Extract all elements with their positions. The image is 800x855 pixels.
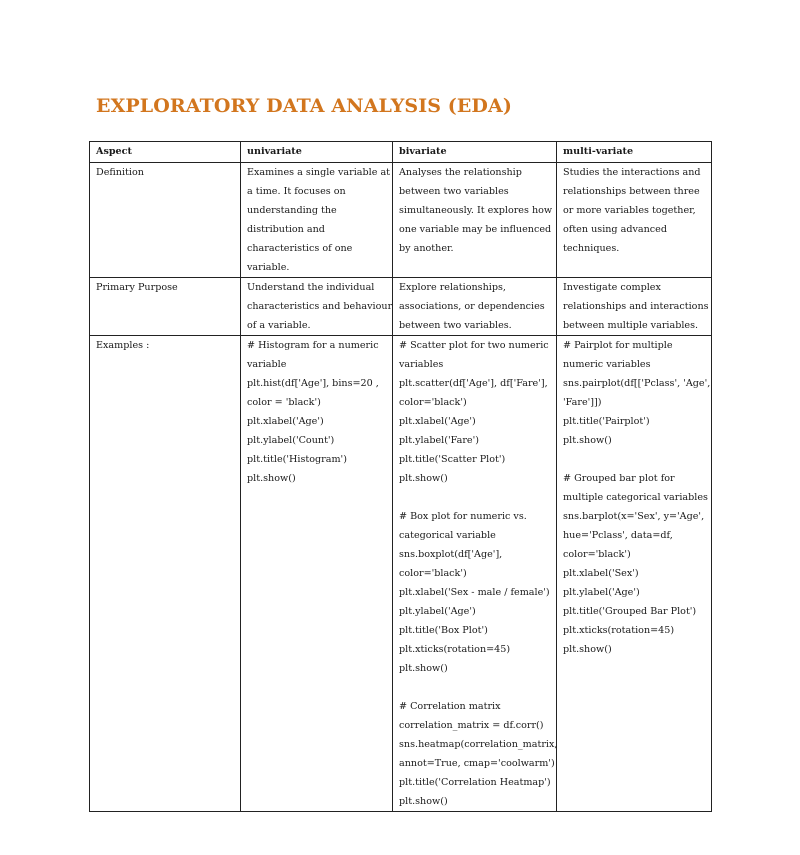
table-row — [90, 163, 712, 278]
cell-line: often using advanced — [563, 224, 667, 235]
cell-line: color='black') — [399, 397, 467, 408]
cell-line: plt.scatter(df['Age'], df['Fare'], — [399, 378, 548, 389]
cell-line: plt.ylabel('Fare') — [399, 435, 479, 446]
cell-line: one variable may be influenced — [399, 224, 552, 235]
cell-line: between two variables — [399, 186, 509, 197]
cell-line: distribution and — [247, 224, 325, 235]
cell-line: of a variable. — [247, 320, 311, 331]
cell-line: plt.xticks(rotation=45) — [399, 644, 511, 655]
cell-line: techniques. — [563, 243, 620, 254]
cell-line: Examines a single variable at — [247, 167, 391, 178]
cell-univariate — [241, 163, 393, 278]
cell-line: plt.ylabel('Age') — [563, 587, 640, 598]
cell-multivariate — [557, 278, 712, 336]
cell-line: # Scatter plot for two numeric — [399, 340, 549, 351]
cell-line: plt.hist(df['Age'], bins=20 , — [247, 378, 379, 389]
cell-line: understanding the — [247, 205, 337, 216]
cell-line: plt.xlabel('Age') — [247, 416, 324, 427]
cell-univariate — [241, 278, 393, 336]
cell-line: plt.show() — [563, 435, 612, 446]
cell-line: plt.title('Pairplot') — [563, 416, 650, 427]
page-title: EXPLORATORY DATA ANALYSIS (EDA) — [96, 95, 512, 117]
cell-line: categorical variable — [399, 530, 496, 541]
cell-bivariate — [393, 163, 557, 278]
cell-line: variable — [247, 359, 287, 370]
cell-line: color='black') — [563, 549, 631, 560]
cell-line: between multiple variables. — [563, 320, 699, 331]
cell-line: # Box plot for numeric vs. — [399, 511, 527, 522]
cell-multivariate — [557, 163, 712, 278]
cell-line: characteristics and behaviour — [247, 301, 393, 312]
cell-line: # Correlation matrix — [399, 701, 501, 712]
cell-line: plt.title('Grouped Bar Plot') — [563, 606, 697, 617]
cell-line: # Pairplot for multiple — [563, 340, 673, 351]
cell-line — [399, 678, 550, 697]
header-multivariate: multi-variate — [557, 142, 712, 163]
cell-line: plt.ylabel('Age') — [399, 606, 476, 617]
cell-line: plt.show() — [563, 644, 612, 655]
cell-aspect — [90, 336, 241, 812]
cell-line: Investigate complex — [563, 282, 661, 293]
cell-line: plt.show() — [399, 473, 448, 484]
cell-line: correlation_matrix = df.corr() — [399, 720, 544, 731]
cell-line: simultaneously. It explores how — [399, 205, 553, 216]
cell-bivariate — [393, 278, 557, 336]
cell-line: Understand the individual — [247, 282, 375, 293]
cell-line: sns.pairplot(df[['Pclass', 'Age', — [563, 378, 711, 389]
aspect-label: Definition — [96, 167, 144, 178]
cell-line — [563, 450, 705, 469]
cell-line: hue='Pclass', data=df, — [563, 530, 673, 541]
cell-line — [399, 488, 550, 507]
cell-line: 'Fare']]) — [563, 397, 602, 408]
cell-line: plt.title('Scatter Plot') — [399, 454, 506, 465]
cell-line: between two variables. — [399, 320, 512, 331]
cell-line: relationships between three — [563, 186, 700, 197]
cell-line: plt.title('Box Plot') — [399, 625, 488, 636]
cell-line: numeric variables — [563, 359, 651, 370]
cell-line: plt.xlabel('Age') — [399, 416, 476, 427]
cell-line: plt.show() — [399, 663, 448, 674]
cell-line: Explore relationships, — [399, 282, 506, 293]
cell-line: sns.boxplot(df['Age'], — [399, 549, 503, 560]
table-row — [90, 278, 712, 336]
cell-multivariate — [557, 336, 712, 812]
cell-line: plt.xlabel('Sex - male / female') — [399, 587, 550, 598]
table-row — [90, 336, 712, 812]
cell-line: variables — [399, 359, 444, 370]
cell-line: Studies the interactions and — [563, 167, 701, 178]
cell-line: sns.barplot(x='Sex', y='Age', — [563, 511, 705, 522]
cell-line: plt.show() — [247, 473, 296, 484]
cell-line: annot=True, cmap='coolwarm') — [399, 758, 555, 769]
cell-line: color = 'black') — [247, 397, 321, 408]
cell-aspect — [90, 278, 241, 336]
cell-line: a time. It focuses on — [247, 186, 346, 197]
table-header-row — [90, 142, 712, 163]
cell-line: Analyses the relationship — [399, 167, 522, 178]
cell-aspect — [90, 163, 241, 278]
cell-line: multiple categorical variables — [563, 492, 708, 503]
cell-line: plt.title('Histogram') — [247, 454, 347, 465]
cell-line: plt.xticks(rotation=45) — [563, 625, 675, 636]
cell-line: color='black') — [399, 568, 467, 579]
cell-line: by another. — [399, 243, 454, 254]
cell-bivariate — [393, 336, 557, 812]
eda-comparison-table — [89, 141, 712, 812]
aspect-label: Primary Purpose — [96, 282, 178, 293]
cell-line: # Histogram for a numeric — [247, 340, 379, 351]
cell-line: plt.show() — [399, 796, 448, 807]
cell-univariate — [241, 336, 393, 812]
cell-line: or more variables together, — [563, 205, 696, 216]
cell-line: sns.heatmap(correlation_matrix, — [399, 739, 558, 750]
cell-line: plt.ylabel('Count') — [247, 435, 335, 446]
cell-line: plt.title('Correlation Heatmap') — [399, 777, 551, 788]
cell-line: variable. — [247, 262, 290, 273]
cell-line: characteristics of one — [247, 243, 353, 254]
cell-line: # Grouped bar plot for — [563, 473, 675, 484]
cell-line: relationships and interactions — [563, 301, 709, 312]
header-univariate: univariate — [241, 142, 393, 163]
header-aspect: Aspect — [90, 142, 241, 163]
cell-line: associations, or dependencies — [399, 301, 545, 312]
aspect-label: Examples : — [96, 340, 150, 351]
header-bivariate: bivariate — [393, 142, 557, 163]
cell-line: plt.xlabel('Sex') — [563, 568, 639, 579]
